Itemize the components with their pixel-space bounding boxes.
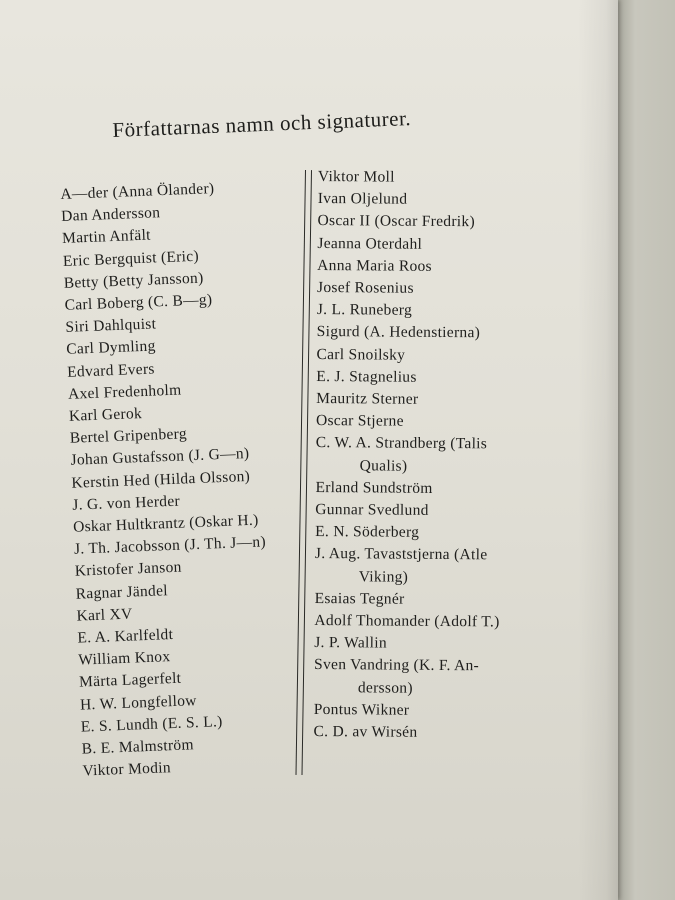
author-entry: Karl Gerok — [68, 405, 143, 425]
author-entry: Edvard Evers — [66, 360, 156, 381]
page-title: Författarnas namn och signaturer. — [112, 106, 412, 142]
author-entry: Viktor Moll — [317, 167, 395, 186]
author-entry: Oskar Hultkrantz (Oskar H.) — [72, 511, 259, 536]
author-entry: William Knox — [77, 648, 171, 669]
author-entry: J. Aug. Tavaststjerna (Atle — [314, 545, 488, 564]
author-entry: A—der (Anna Ölander) — [60, 180, 215, 203]
author-entry: Märta Lagerfelt — [78, 670, 182, 692]
author-list-left — [60, 177, 275, 783]
author-entry: Oscar II (Oscar Fredrik) — [317, 212, 476, 231]
underlying-page — [618, 0, 675, 900]
author-entry: J. P. Wallin — [314, 634, 388, 652]
author-entry: Betty (Betty Jansson) — [63, 269, 204, 292]
author-entry-continuation: Qualis) — [359, 456, 408, 475]
author-entry: C. D. av Wirsén — [313, 723, 418, 741]
author-entry: E. N. Söderberg — [315, 523, 420, 542]
author-entry: Adolf Thomander (Adolf T.) — [314, 612, 500, 631]
author-entry: Sigurd (A. Hedenstierna) — [316, 323, 481, 342]
author-entry: Kerstin Hed (Hilda Olsson) — [71, 467, 251, 492]
author-entry: C. W. A. Strandberg (Talis — [315, 434, 488, 453]
author-entry: Ragnar Jändel — [75, 581, 169, 603]
author-entry: E. A. Karlfeldt — [77, 626, 174, 647]
author-entry: B. E. Malmström — [81, 736, 195, 758]
author-entry-continuation: dersson) — [357, 679, 413, 697]
author-entry: Erland Sundström — [315, 478, 433, 497]
author-entry-continuation: Viking) — [358, 567, 409, 586]
author-entry: Eric Bergquist (Eric) — [62, 247, 200, 270]
author-entry: Pontus Wikner — [313, 700, 410, 719]
author-entry: Ivan Oljelund — [317, 190, 408, 208]
author-entry: Jeanna Oterdahl — [317, 234, 423, 253]
author-entry: Anna Maria Roos — [317, 256, 432, 275]
author-entry: Sven Vandring (K. F. An- — [314, 656, 480, 675]
author-entry: Kristofer Janson — [74, 559, 182, 581]
author-entry: Johan Gustafsson (J. G—n) — [70, 445, 250, 470]
author-entry: H. W. Longfellow — [79, 691, 197, 714]
column-divider-double-rule — [295, 170, 312, 775]
author-entry: Siri Dahlquist — [65, 315, 157, 337]
author-entry: J. L. Runeberg — [316, 301, 413, 319]
author-entry: Martin Anfält — [61, 226, 152, 248]
author-entry: Viktor Modin — [82, 759, 172, 780]
author-entry: Axel Fredenholm — [67, 381, 182, 403]
author-entry: Karl XV — [76, 605, 133, 625]
page-edge-shadow — [578, 0, 618, 900]
author-entry: J. G. von Herder — [72, 492, 181, 514]
author-entry: E. J. Stagnelius — [316, 367, 417, 386]
author-entry: Esaias Tegnér — [314, 589, 405, 608]
author-entry: Bertel Gripenberg — [69, 425, 188, 448]
author-entry: Carl Snoilsky — [316, 345, 406, 364]
author-entry: E. S. Lundh (E. S. L.) — [80, 713, 223, 736]
author-entry: Carl Boberg (C. B—g) — [64, 291, 213, 314]
author-entry: J. Th. Jacobsson (J. Th. J—n) — [73, 533, 267, 558]
author-list-right — [313, 166, 503, 745]
author-entry: Dan Andersson — [60, 204, 161, 226]
author-entry: Gunnar Svedlund — [315, 501, 429, 519]
author-entry: Carl Dymling — [66, 337, 156, 359]
author-entry: Josef Rosenius — [316, 279, 414, 297]
author-entry: Oscar Stjerne — [315, 412, 404, 430]
author-entry: Mauritz Sterner — [316, 390, 419, 408]
